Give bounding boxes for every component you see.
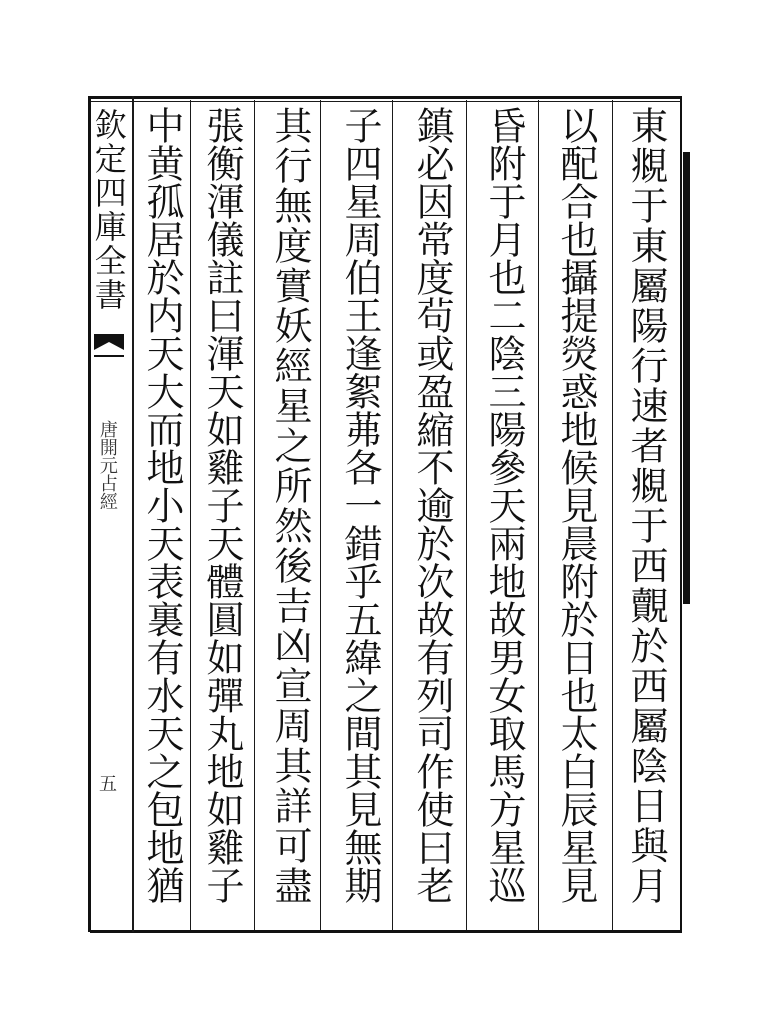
column-rule <box>254 100 255 930</box>
text-column-6 <box>268 106 312 936</box>
column-text: 鎮必因常度茍或盈縮不逾於次故有列司作使曰老 <box>410 106 454 904</box>
text-column-3 <box>482 106 526 936</box>
column-text: 以配合也攝提熒惑地候見晨附於日也太白辰星見 <box>554 106 598 904</box>
column-rule <box>466 100 467 930</box>
top-border <box>90 96 682 99</box>
column-text: 張衡渾儀註曰渾天如雞子天體圓如彈丸地如雞子 <box>200 106 244 904</box>
margin-book-title <box>96 420 118 510</box>
text-column-4 <box>410 106 454 936</box>
margin-page-number <box>98 770 118 796</box>
column-rule <box>392 100 393 930</box>
column-text: 其行無度實妖經星之所然後吉凶宣周其詳可盡 <box>268 106 312 906</box>
text-column-5 <box>338 106 382 936</box>
margin-divider <box>132 96 134 932</box>
page-number: 五 <box>99 774 117 795</box>
column-text: 昏附于月也二陰三陽參天兩地故男女取馬方星巡 <box>482 106 526 904</box>
top-border-inner <box>90 101 682 102</box>
margin-title-text: 欽定四庫全書 <box>89 108 128 312</box>
right-edge-bar <box>683 152 690 604</box>
column-rule <box>190 100 191 930</box>
column-text: 東覜于東屬陽行速者覜于西覿於西屬陰日與月 <box>624 106 668 906</box>
column-text: 中黄孤居於内天大而地小天表裏有水天之包地猶 <box>140 106 184 904</box>
text-column-8 <box>140 106 184 936</box>
column-rule <box>538 100 539 930</box>
text-column-2 <box>554 106 598 936</box>
fishtail-mark-icon <box>92 330 126 370</box>
column-text: 子四星周伯王逢絮茀各一錯乎五緯之間其見無期 <box>338 106 382 904</box>
right-border <box>680 96 682 932</box>
text-column-1 <box>624 106 668 936</box>
column-rule <box>320 100 321 930</box>
margin-title <box>88 108 128 312</box>
margin-book-text: 唐開元占經 <box>96 420 118 510</box>
column-rule <box>612 100 613 930</box>
text-column-7 <box>200 106 244 936</box>
